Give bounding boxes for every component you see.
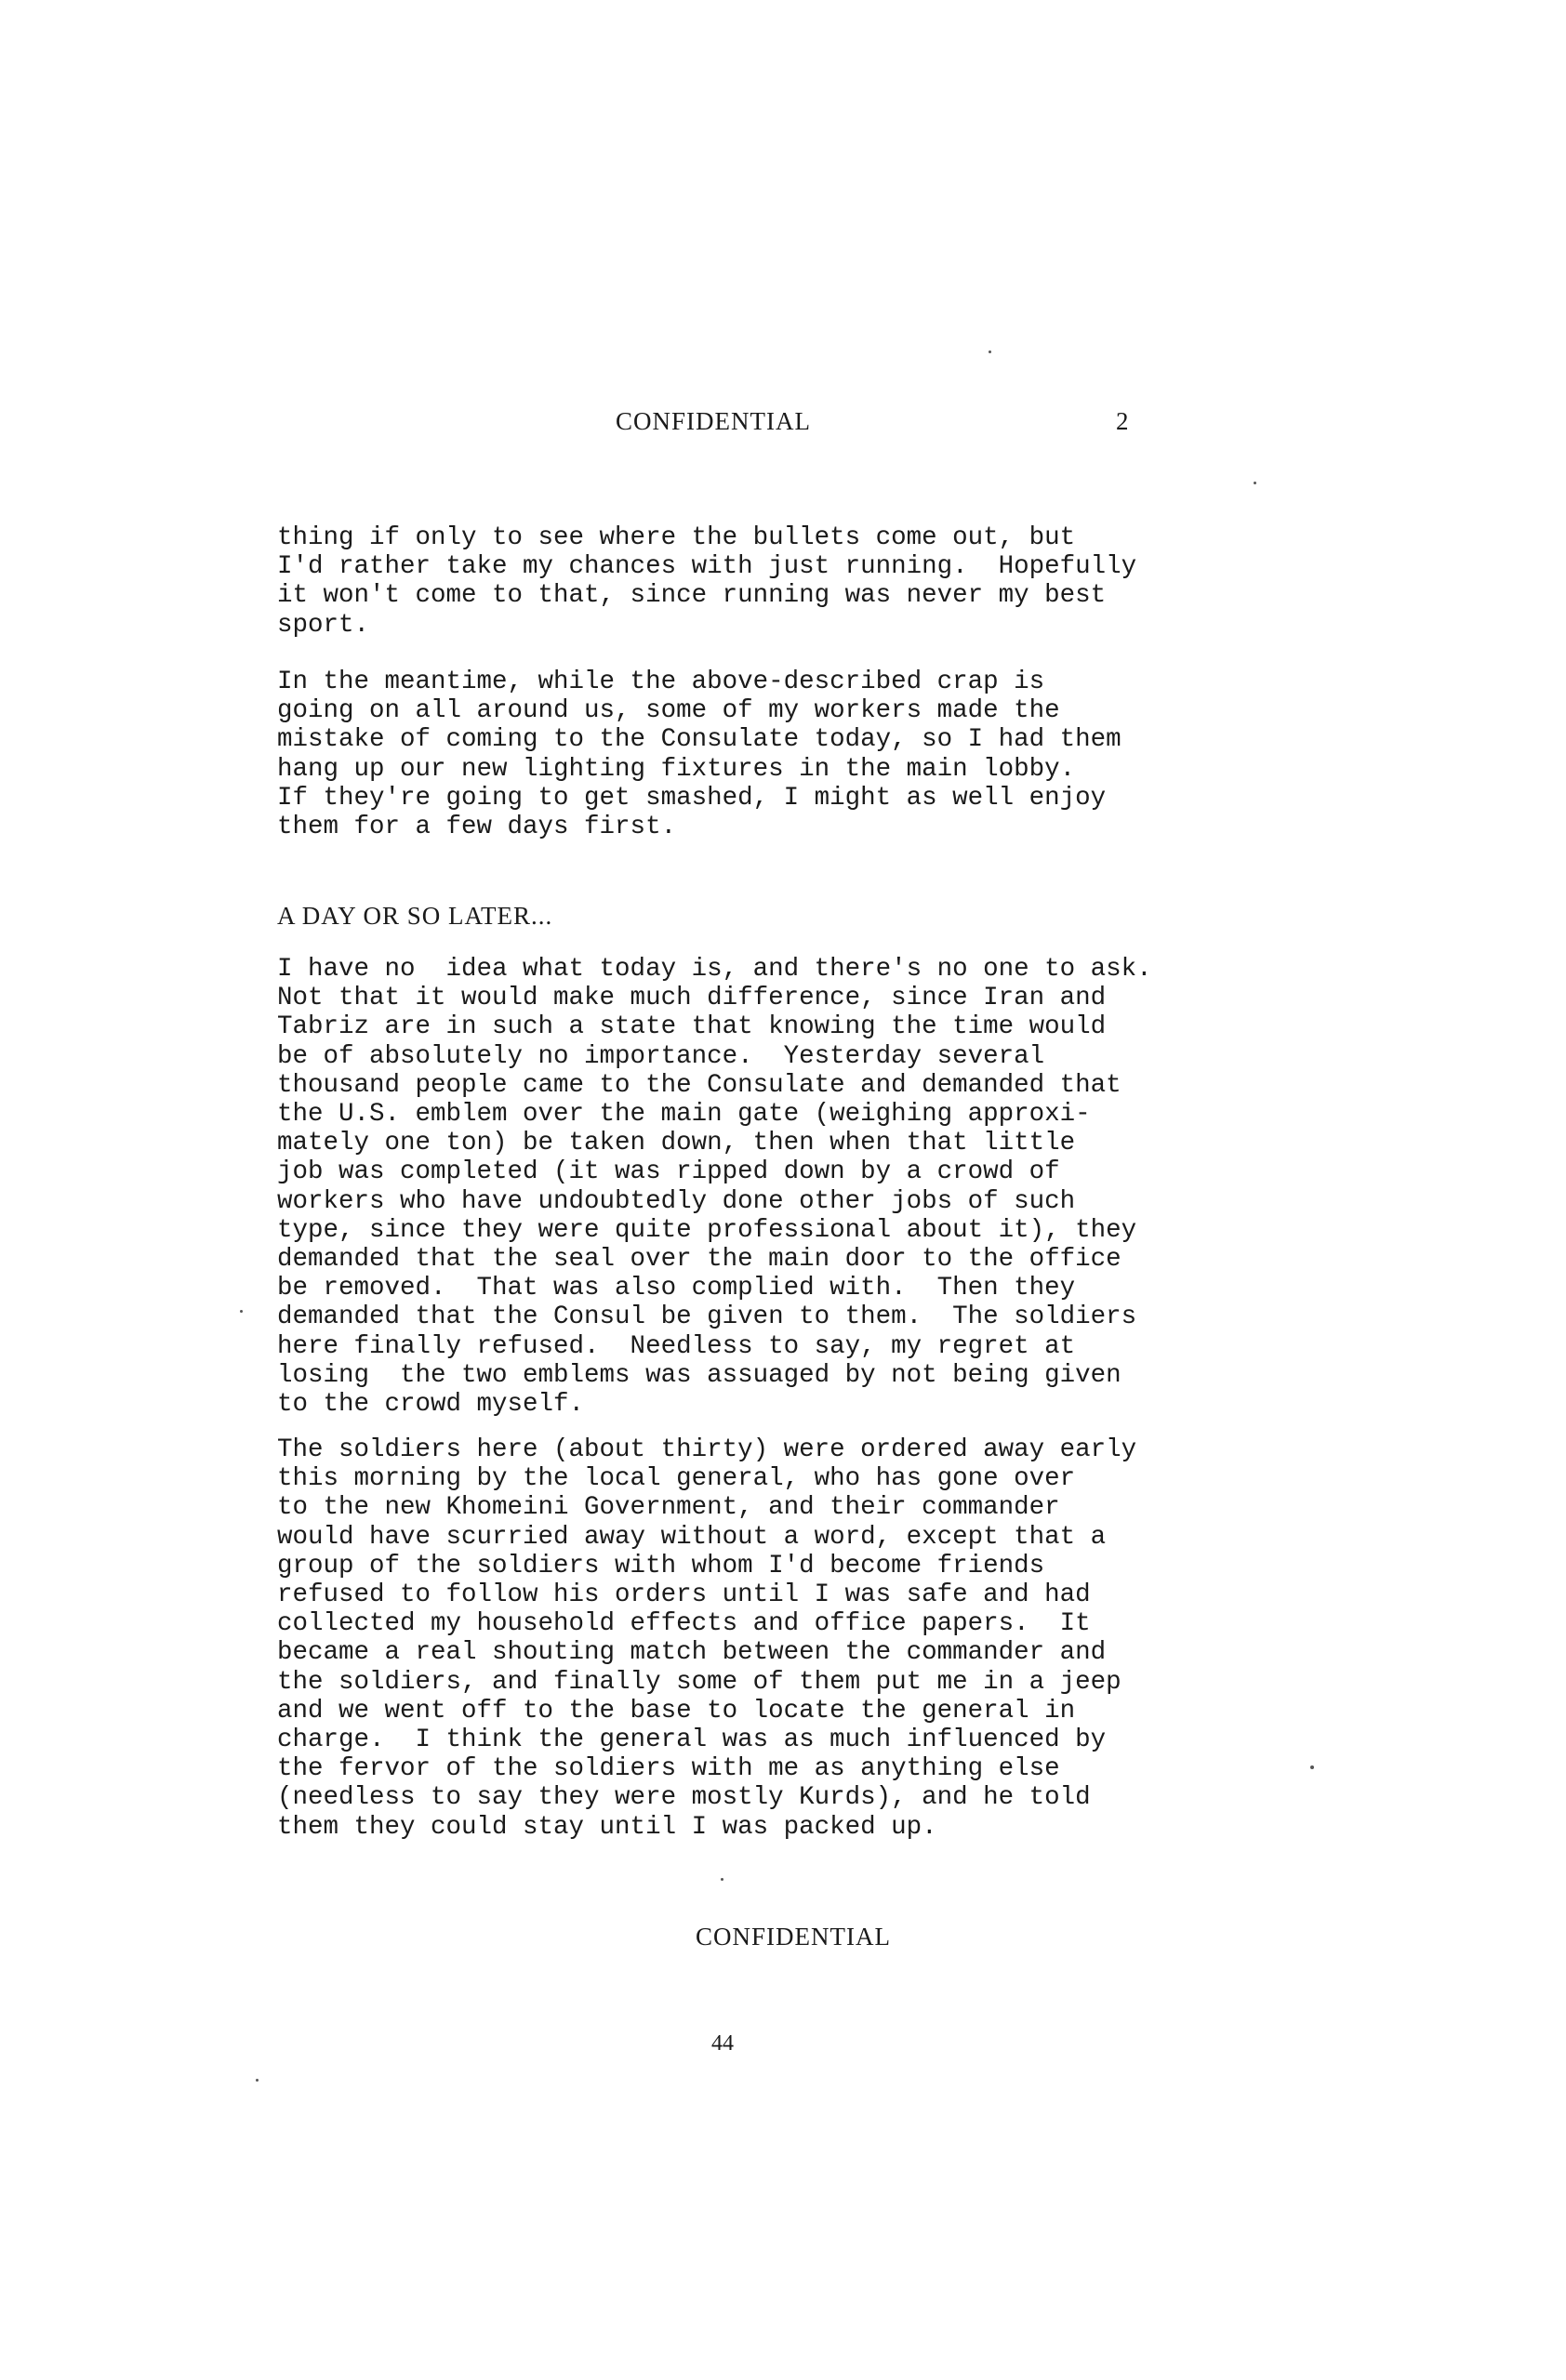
scan-speck <box>256 2079 259 2082</box>
scan-speck <box>240 1310 243 1313</box>
body-paragraph: I have no idea what today is, and there's no one to ask. Not that it would make much difference, since Iran and Tabriz are in such a state that knowing the time would be of absolutely no importance. Yesterday several thousand people came to the Consulate and demanded that the U.S. emblem over the main gate (weighing approxi- mately one ton) be taken down, then when that little job was completed (it was ripped down by a crowd of workers who have undoubtedly done other jobs of such type, since they were quite professional about it), they demanded that the seal over the main door to the office be removed. That was also complied with. Then they demanded that the Consul be given to them. The soldiers here finally refused. Needless to say, my regret at losing the two emblems was assuaged by not being given to the crowd myself. <box>277 955 1152 1420</box>
header-classification-marking: CONFIDENTIAL <box>616 407 811 435</box>
scan-speck <box>1310 1765 1314 1769</box>
section-heading: A DAY OR SO LATER... <box>277 902 553 930</box>
body-paragraph: In the meantime, while the above-described crap is going on all around us, some of my workers made the mistake of coming to the Consulate today, so I had them hang up our new lighting fixtures in the main lobby. If they're going to get smashed, I might as well enjoy them for a few days first. <box>277 668 1121 842</box>
body-paragraph: thing if only to see where the bullets come out, but I'd rather take my chances with just running. Hopefully it won't come to that, since running was never my best sport. <box>277 523 1137 640</box>
scan-speck <box>989 350 991 353</box>
footer-page-number: 44 <box>711 2031 734 2056</box>
scan-speck <box>1254 482 1256 484</box>
footer-classification-marking: CONFIDENTIAL <box>696 1923 891 1950</box>
header-page-number: 2 <box>1116 407 1129 435</box>
scan-speck <box>721 1878 723 1881</box>
body-paragraph: The soldiers here (about thirty) were ordered away early this morning by the local general, who has gone over to the new Khomeini Government, and their commander would have scurried away without a word, except that a group of the soldiers with whom I'd become friends refused to follow his orders until I was safe and had collected my household effects and office papers. It became a real shouting match between the commander and the soldiers, and finally some of them put me in a jeep and we went off to the base to locate the general in charge. I think the general was as much influenced by the fervor of the soldiers with me as anything else (needless to say they were mostly Kurds), and he told them they could stay until I was packed up. <box>277 1435 1137 1842</box>
